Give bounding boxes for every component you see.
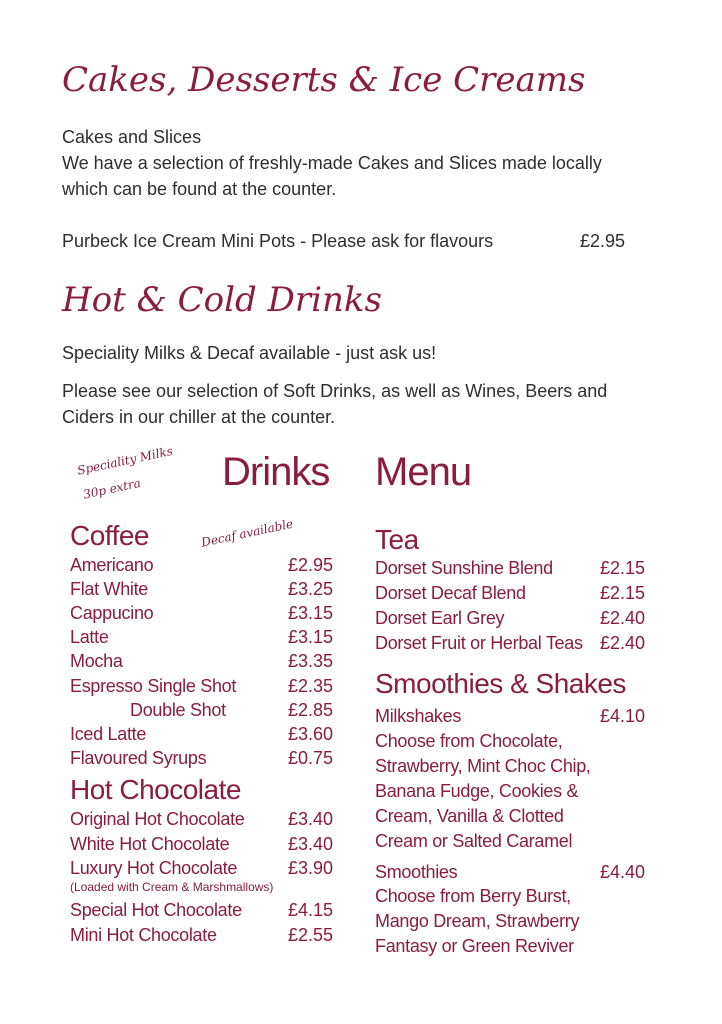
drinks-intro-line1: Speciality Milks & Decaf available - just ask us!	[62, 343, 437, 363]
tea-item-name: Dorset Sunshine Blend	[375, 558, 553, 578]
cakes-subtitle: Cakes and Slices	[62, 127, 202, 147]
coffee-item-price: £2.95	[288, 555, 334, 575]
tea-item-price: £2.15	[600, 558, 646, 578]
coffee-item-name: Cappucino	[70, 603, 154, 623]
tea-item-price: £2.40	[600, 608, 646, 628]
hot-chocolate-item-price: £3.40	[288, 834, 334, 854]
hot-chocolate-item-name: White Hot Chocolate	[70, 834, 230, 854]
coffee-item-price: £3.25	[288, 579, 334, 599]
tea-item-name: Dorset Earl Grey	[375, 608, 505, 628]
hot-chocolate-item-price: £4.15	[288, 900, 334, 920]
note-milks-line1: Speciality Milks	[76, 443, 174, 478]
smoothies-name: Smoothies	[375, 862, 458, 882]
coffee-item-price: £3.60	[288, 724, 334, 744]
smoothies-title: Smoothies & Shakes	[375, 668, 626, 699]
smoothies-desc-line: Mango Dream, Strawberry	[375, 911, 580, 931]
smoothies-price: £4.40	[600, 862, 646, 882]
menu-heading-drinks: Drinks	[222, 450, 330, 494]
drinks-intro-line2a: Please see our selection of Soft Drinks, as well as Wines, Beers and	[62, 381, 608, 401]
tea-item-name: Dorset Decaf Blend	[375, 583, 526, 603]
coffee-item-name: Iced Latte	[70, 724, 147, 744]
smoothies-desc-line: Fantasy or Green Reviver	[375, 936, 574, 956]
milkshakes-desc-line: Cream, Vanilla & Clotted	[375, 806, 564, 826]
smoothies-desc-line: Choose from Berry Burst,	[375, 886, 571, 906]
coffee-item-name: Americano	[70, 555, 154, 575]
coffee-item-name: Flavoured Syrups	[70, 748, 207, 768]
coffee-item-price: £2.35	[288, 676, 334, 696]
milkshakes-desc-line: Strawberry, Mint Choc Chip,	[375, 756, 591, 776]
cakes-desc-line1: We have a selection of freshly-made Cakes and Slices made locally	[62, 153, 602, 173]
note-milks-line2: 30p extra	[82, 475, 142, 502]
hot-chocolate-item-name: Special Hot Chocolate	[70, 900, 242, 920]
milkshakes-desc-line: Choose from Chocolate,	[375, 731, 563, 751]
coffee-item-name: Latte	[70, 627, 109, 647]
hot-chocolate-item-name: Original Hot Chocolate	[70, 809, 245, 829]
coffee-item-name: Flat White	[70, 579, 149, 599]
milkshakes-desc-line: Cream or Salted Caramel	[375, 831, 573, 851]
cakes-desc-line2: which can be found at the counter.	[62, 179, 337, 199]
coffee-title: Coffee	[70, 520, 149, 551]
hot-chocolate-item-price: £3.90	[288, 858, 334, 878]
note-decaf: Decaf available	[200, 516, 295, 550]
tea-item-price: £2.15	[600, 583, 646, 603]
coffee-item-price: £2.85	[288, 700, 334, 720]
hot-chocolate-title: Hot Chocolate	[70, 774, 241, 805]
milkshakes-price: £4.10	[600, 706, 646, 726]
tea-item-name: Dorset Fruit or Herbal Teas	[375, 633, 583, 653]
drinks-intro-line2b: Ciders in our chiller at the counter.	[62, 407, 336, 427]
drinks-intro-title: Hot & Cold Drinks	[62, 280, 382, 320]
coffee-item-price: £3.15	[288, 627, 334, 647]
milkshakes-name: Milkshakes	[375, 706, 462, 726]
coffee-item-price: £3.35	[288, 651, 334, 671]
hot-chocolate-item-name: Luxury Hot Chocolate	[70, 858, 238, 878]
luxury-note: (Loaded with Cream & Marshmallows)	[70, 880, 274, 894]
ice-cream-price: £2.95	[580, 231, 626, 251]
coffee-item-name: Espresso Single Shot	[70, 676, 237, 696]
tea-item-price: £2.40	[600, 633, 646, 653]
coffee-item-price: £0.75	[288, 748, 334, 768]
milkshakes-desc-line: Banana Fudge, Cookies &	[375, 781, 579, 801]
hot-chocolate-item-name: Mini Hot Chocolate	[70, 925, 217, 945]
tea-title: Tea	[375, 524, 419, 555]
cakes-title: Cakes, Desserts & Ice Creams	[62, 60, 586, 100]
hot-chocolate-item-price: £3.40	[288, 809, 334, 829]
coffee-item-price: £3.15	[288, 603, 334, 623]
menu-heading-menu: Menu	[375, 450, 472, 494]
ice-cream-label: Purbeck Ice Cream Mini Pots - Please ask for flavours	[62, 231, 494, 251]
coffee-item-name: Double Shot	[130, 700, 226, 720]
coffee-item-name: Mocha	[70, 651, 123, 671]
hot-chocolate-item-price: £2.55	[288, 925, 334, 945]
